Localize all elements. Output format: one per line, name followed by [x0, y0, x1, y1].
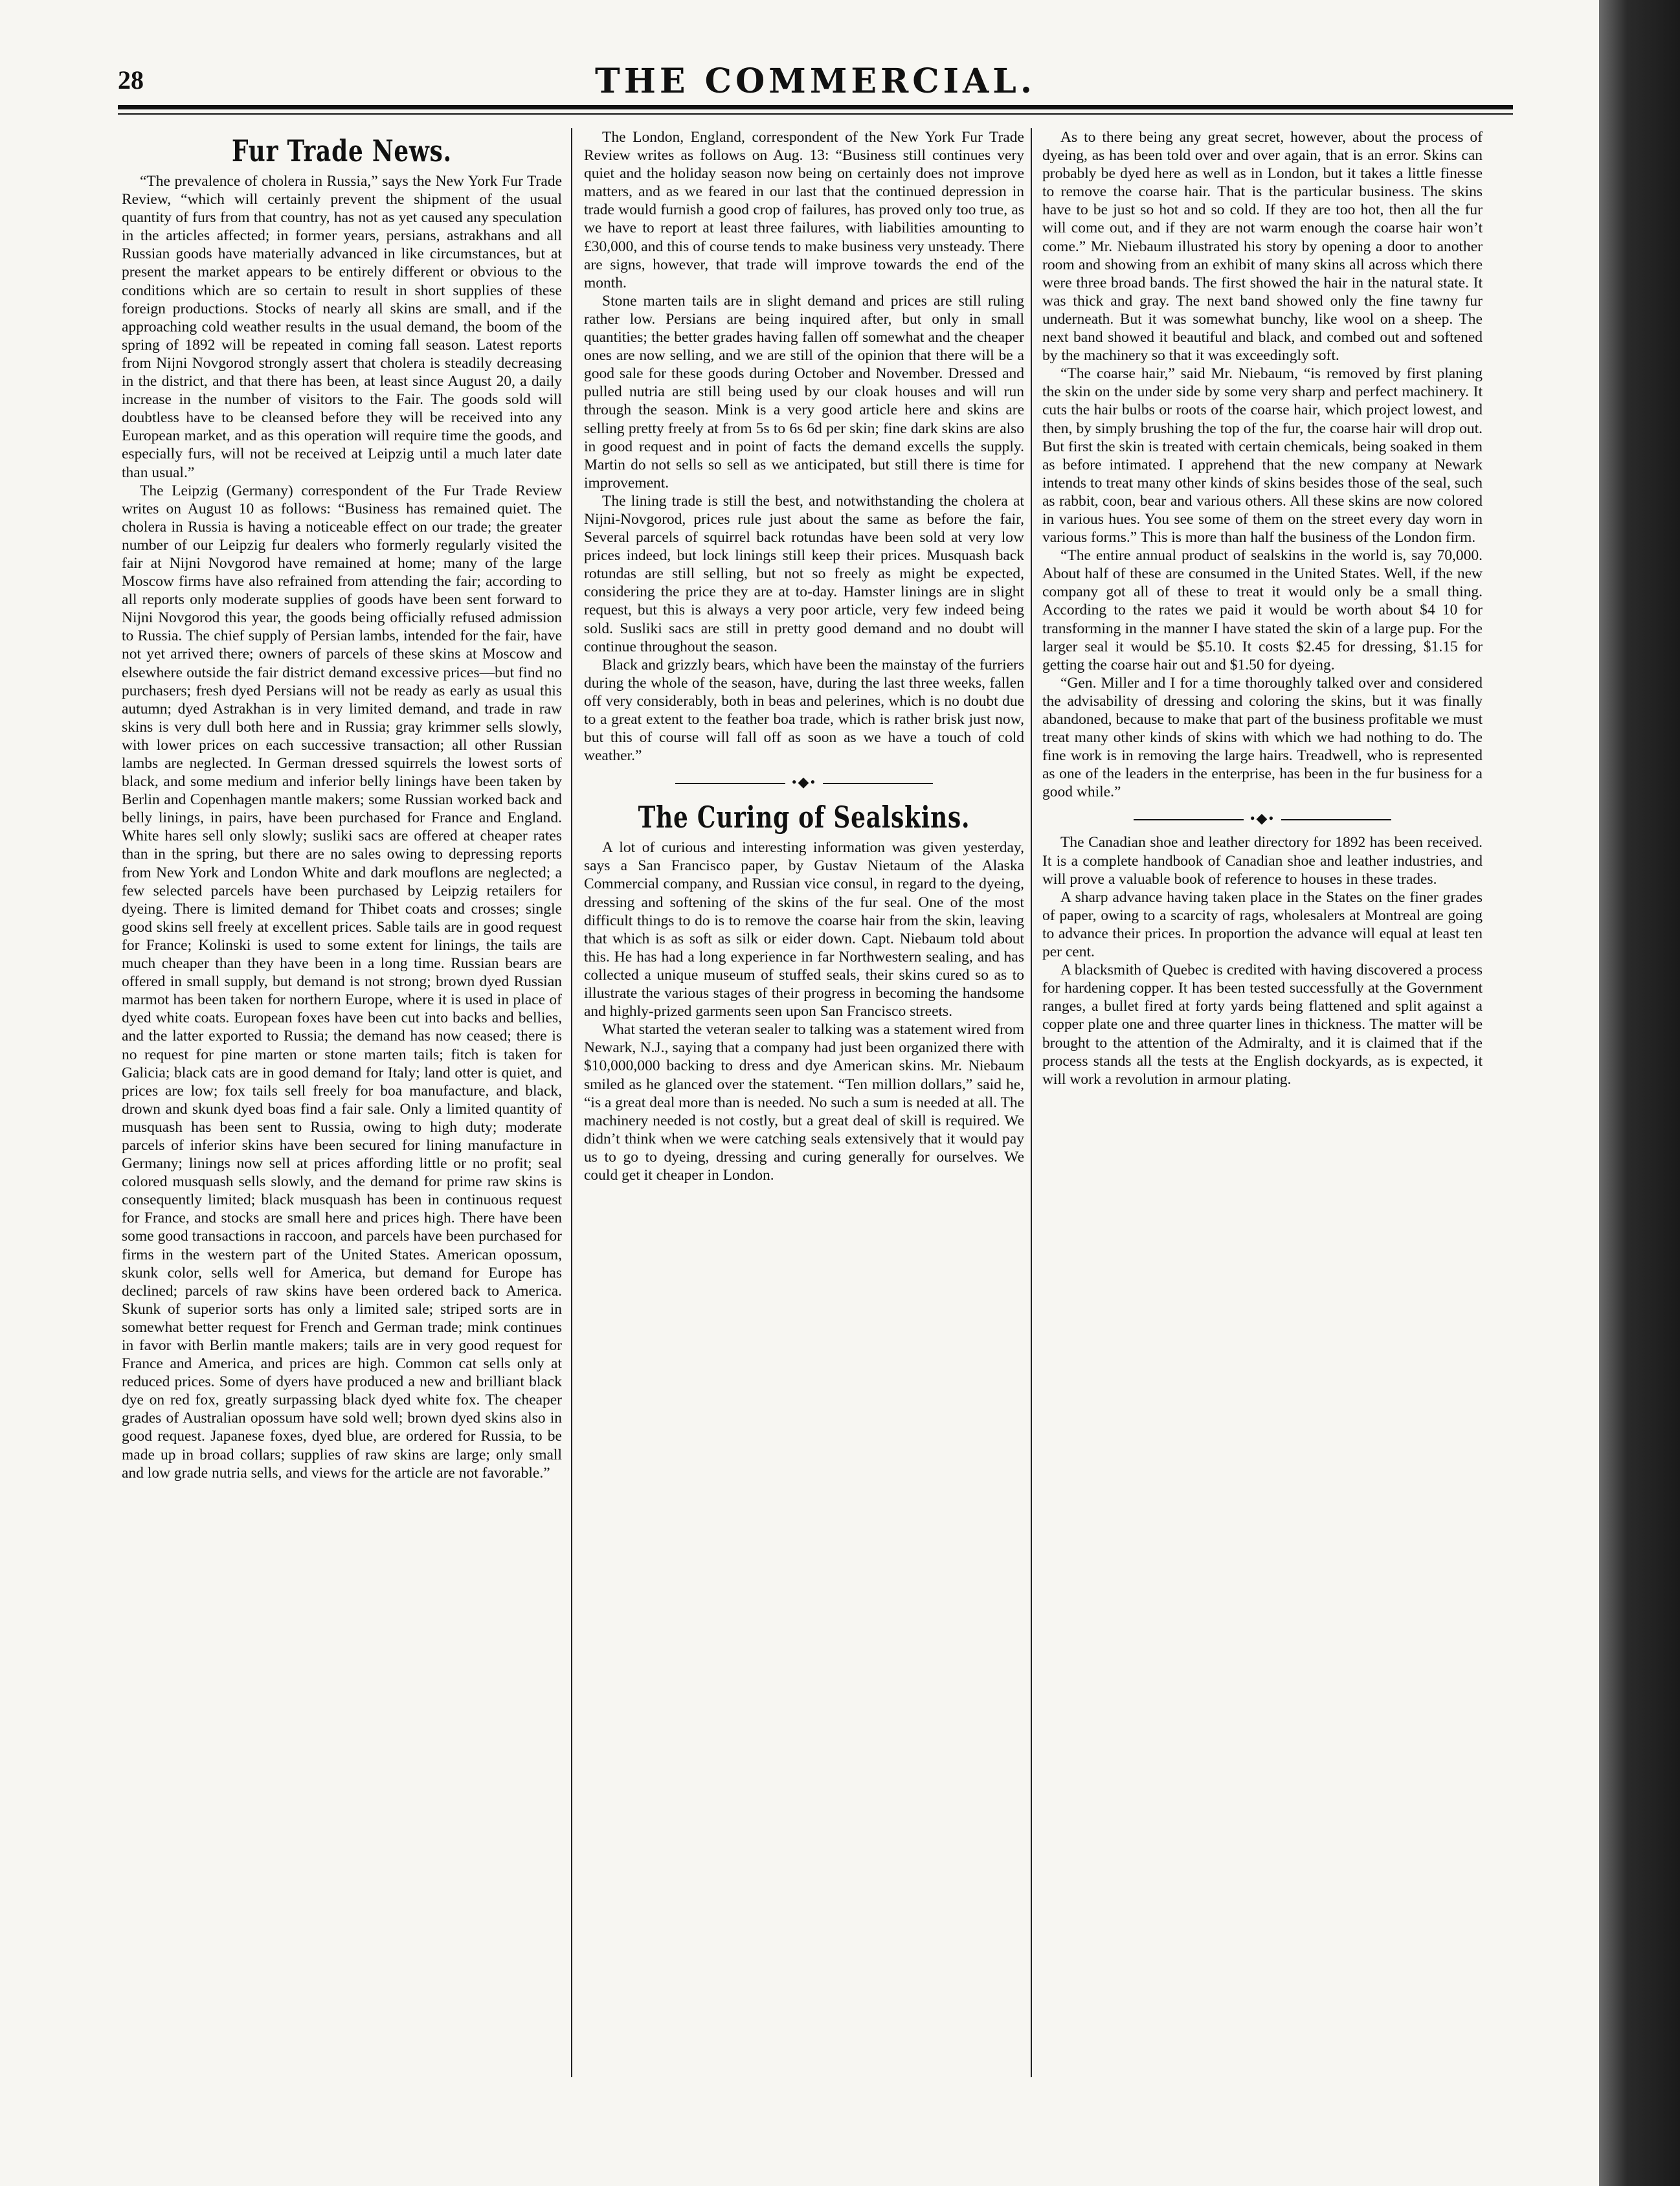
- article-paragraph: “Gen. Miller and I for a time thoroughly talked over and considered the advisability of dressing and coloring the skins, but it was finally abandoned, because to make that part of the business profitable we must treat many other kinds of skins with which we had nothing to do. The fine work is in removing the large hairs. Treadwell, who is represented as one of the leaders in the enterprise, has been in the fur business for a good while.”: [1042, 674, 1483, 801]
- page-number: 28: [118, 65, 144, 95]
- article-headline: The Curing of Sealskins.: [638, 800, 970, 835]
- article-paragraph: Stone marten tails are in slight demand and prices are still ruling rather low. Persians are being inquired after, but only in small quantities; the better grades having fallen off somewhat and the cheaper ones are now selling, and we are still of the opinion that there will be a good sale for these goods during October and November. Dressed and pulled nutria are still being used by our cloak houses and will run through the season. Mink is a very good article here and skins are selling pretty freely at from 5s to 6s 6d per skin; fine dark skins are also in good request and in point of facts the demand excells the supply. Martin do not sells so sell as we anticipated, but still there is time for improvement.: [584, 292, 1024, 491]
- article-headline: Fur Trade News.: [232, 133, 452, 168]
- news-note: A blacksmith of Quebec is credited with having discovered a process for hardening copper. It has been tested successfully at the Government ranges, a bullet fired at forty yards being flattened and split against a copper plate one and three quarter lines in thickness. The matter will be brought to the attention of the Admiralty, and it is claimed that if the process stands all the tests at the English dockyards, as is expected, it will work a revolution in armour plating.: [1042, 962, 1483, 1088]
- column-3: [1042, 128, 1483, 2077]
- article-paragraph: What started the veteran sealer to talking was a statement wired from Newark, N.J., saying that a company had just been organized there with $10,000,000 backing to dress and dye American skins. Mr. Niebaum smiled as he glanced over the statement. “Ten million dollars,” said he, “is a great deal more than is needed. No such a sum is needed at all. The machinery needed is not costly, but a great deal of skill is required. We didn’t think when we were catching seals extensively that it would pay us to go to dyeing, dressing and curing generally for ourselves. We could get it cheaper in London.: [584, 1021, 1024, 1184]
- article-paragraph: Black and grizzly bears, which have been the mainstay of the furriers during the whole of the season, have, during the last three weeks, fallen off very considerably, both in beas and pelerines, which is no doubt due to a great extent to the feather boa trade, which is rather brisk just now, but this of course will fall off as soon as we have a touch of cold weather.”: [584, 656, 1024, 765]
- article-paragraph: “The prevalence of cholera in Russia,” says the New York Fur Trade Review, “which will certainly prevent the shipment of the usual quantity of furs from that country, has not as yet caused any speculation in the articles affected; in former years, persians, astrakhans and all Russian goods have materially advanced in like circumstances, but at present the market appears to be entirely different or obvious to the conditions which are so certain to result in short supplies of these foreign productions. Stocks of nearly all skins are small, and if the approaching cold weather results in the usual demand, the boom of the spring of 1892 will be repeated in coming fall season. Latest reports from Nijni Novgorod strongly assert that cholera is steadily decreasing in the district, and that there has been, at least since August 20, a daily increase in the number of visitors to the Fair. The goods sold will doubtless have to be cleansed before they will be received into any European market, and as this operation will require time the goods, and especially furs, will not be received at Leipzig until a much later date than usual.”: [122, 173, 562, 481]
- masthead-rule: [118, 105, 1513, 109]
- section-divider: •◆•: [584, 774, 1024, 791]
- article-paragraph: A lot of curious and interesting information was given yesterday, says a San Francisco paper, by Gustav Nietaum of the Alaska Commercial company, and Russian vice consul, in regard to the dyeing, dressing and softening of the skins of the fur seal. One of the most difficult things to do is to remove the coarse hair from the skin, leaving that which is as soft as silk or eider down. Capt. Niebaum told about this. He has had a long experience in far Northwestern sealing, and has collected a unique museum of stuffed seals, their skins cured so as to illustrate the various stages of their progress in becoming the handsome and highly-prized garments seen upon San Francisco streets.: [584, 839, 1024, 1020]
- column-2: [584, 128, 1024, 2077]
- article-paragraph: The lining trade is still the best, and notwithstanding the cholera at Nijni-Novgorod, prices rule just about the same as before the fair, Several parcels of squirrel back rotundas have been sold at very low prices indeed, but lock linings still keep their prices. Musquash back rotundas are still selling, but not so freely as might be expected, considering the price they are at to-day. Hamster linings are in slight request, but this is always a very poor article, very few indeed being sold. Susliki sacs are still in pretty good demand and no doubt will continue throughout the season.: [584, 492, 1024, 655]
- news-note: The Canadian shoe and leather directory for 1892 has been received. It is a complete handbook of Canadian shoe and leather industries, and will prove a valuable book of reference to houses in these trades.: [1042, 834, 1483, 888]
- column-rule: [571, 128, 572, 2077]
- column-rule: [1031, 128, 1032, 2077]
- news-note: A sharp advance having taken place in the States on the finer grades of paper, owing to a scarcity of rags, wholesalers at Montreal are going to advance their prices. In proportion the advance will equal at least ten per cent.: [1042, 888, 1483, 961]
- article-paragraph: As to there being any great secret, however, about the process of dyeing, as has been told over and over again, that is an error. Skins can probably be dyed here as well as in London, but it takes a little finesse to remove the coarse hair. That is the particular business. The skins have to be just so hot and so cold. If they are too hot, then all the fur will come out, and if they are not warm enough the coarse hair won’t come.” Mr. Niebaum illustrated his story by opening a door to another room and showing from an exhibit of many skins all across which there were three broad bands. The first showed the hair in the natural state. It was thick and gray. The next band showed only the fine tawny fur underneath. But it was somewhat bunchy, like wool on a sheep. The next band showed it beautiful and black, and combed out and softened by the machinery so that it was exceedingly soft.: [1042, 129, 1483, 365]
- section-divider: •◆•: [1042, 810, 1483, 827]
- masthead-rule-thin: [118, 113, 1513, 115]
- column-1: [122, 128, 562, 2077]
- article-paragraph: “The entire annual product of sealskins in the world is, say 70,000. About half of these are consumed in the United States. Well, if the new company got all of these to treat it would only be a small thing. According to the rates we paid it would be worth about $4 10 for transforming in the manner I have stated the skin of a large pup. For the larger seal it would be $5.10. It costs $2.45 for dressing, $1.15 for getting the coarse hair out and $1.50 for dyeing.: [1042, 547, 1483, 673]
- article-paragraph: The Leipzig (Germany) correspondent of the Fur Trade Review writes on August 10 as follows: “Business has remained quiet. The cholera in Russia is having a noticeable effect on our trade; the greater number of our Leipzig fur dealers who formerly regularly visited the fair at Nijni Novgorod have remained at home; many of the large Moscow firms have also refrained from attending the fair; according to all reports only moderate supplies of goods have been sent forward to Nijni Novgorod this year, the goods being officially refused admission to Russia. The chief supply of Persian lambs, intended for the fair, have not yet arrived there; owners of parcels of these skins at Moscow and elsewhere outside the fair district demand excessive prices—but find no purchasers; fresh dyed Persians will not be ready as early as usual this autumn; dyed Astrakhan is in very limited demand, and trade in raw skins is very dull both here and in Russia; gray krimmer sells slowly, with lower prices on each successive transaction; all other Russian lambs are neglected. In German dressed squirrels the lowest sorts of black, and some medium and inferior belly linings have been taken by Berlin and Copenhagen mantle makers; some Russian worked back and belly linings, in pairs, have been purchased for France and England. White hares sell only slowly; susliki sacs are offered at cheaper rates than in the spring, but there are no sales owing to depressing reports from New York and London White and dark mouflons are neglected; a few selected parcels have been purchased by Leipzig retailers for dyeing. There is limited demand for Thibet coats and crosses; single good skins sell freely at excellent prices. Sable tails are in good request for France; Kolinski is used to some extent for linings, the tails are much cheaper than they have been in a long time. Russian bears are offered in small supply, but demand is not strong; brown dyed Russian marmot has been taken for northern Europe, where it is used in place of dyed white coats. European foxes have been cut into backs and bellies, and the latter exported to Russia; the demand has now ceased; there is no request for pine marten or stone marten tails; fitch is taken for Galicia; black cats are in good demand for Italy; land otter is quiet, and prices are low; fox tails sell freely for boa manufacture, and black, drown and skunk dyed boas find a fair sale. Only a limited quantity of musquash has been sent to Russia, owing to high duty; moderate parcels of inferior skins have been secured for lining manufacture in Germany; linings now sell at prices affording little or no profit; seal colored musquash sells slowly, and the demand for prime raw skins is consequently limited; black musquash has been in continuous request for France, and stocks are small here and prices high. There have been some good transactions in raccoon, and parcels have been purchased for firms in the western part of the United States. American opossum, skunk color, sells well for America, but demand for Europe has declined; parcels of raw skins have been ordered back to America. Skunk of superior sorts has only a limited sale; striped sorts are in somewhat better request for French and German trade; mink continues in favor with Berlin mantle makers; tails are in very good request for France and America, and prices are high. Common cat sells only at reduced prices. Some of dyers have produced a new and brilliant black dye on red fox, greatly surpassing black dyed white fox. The cheaper grades of Australian opossum have sold well; brown dyed skins also in good request. Japanese foxes, dyed blue, are ordered for Russia, to be made up in broad collars; supplies of raw skins are large; only small and low grade nutria sells, and views for the article are not favorable.”: [122, 482, 562, 1482]
- article-paragraph: “The coarse hair,” said Mr. Niebaum, “is removed by first planing the skin on the under side by some very sharp and perfect machinery. It cuts the hair bulbs or roots of the coarse hair, which project lowest, and then, by simply brushing the top of the fur, the coarse hair will drop out. But first the skin is treated with certain chemicals, being soaked in them as before intimated. I apprehend that the new company at Newark intends to treat many other kinds of skins besides those of the seal, such as rabbit, coon, bear and various others. All these skins are now colored in various hues. You see some of them on the street every day worn in various forms.” This is more than half the business of the London firm.: [1042, 365, 1483, 546]
- article-paragraph: The London, England, correspondent of the New York Fur Trade Review writes as follows on Aug. 13: “Business still continues very quiet and the holiday season now being on certainly does not improve matters, and as we feared in our last that the continued depression in trade would furnish a good crop of failures, has proved only too true, as we have to report at least three failures, with liabilities amounting to £30,000, and this of course tends to make business very unsteady. There are signs, however, that trade will improve towards the end of the month.: [584, 129, 1024, 291]
- scan-edge-shadow: [1599, 0, 1680, 2186]
- masthead-title: THE COMMERCIAL.: [595, 62, 1036, 101]
